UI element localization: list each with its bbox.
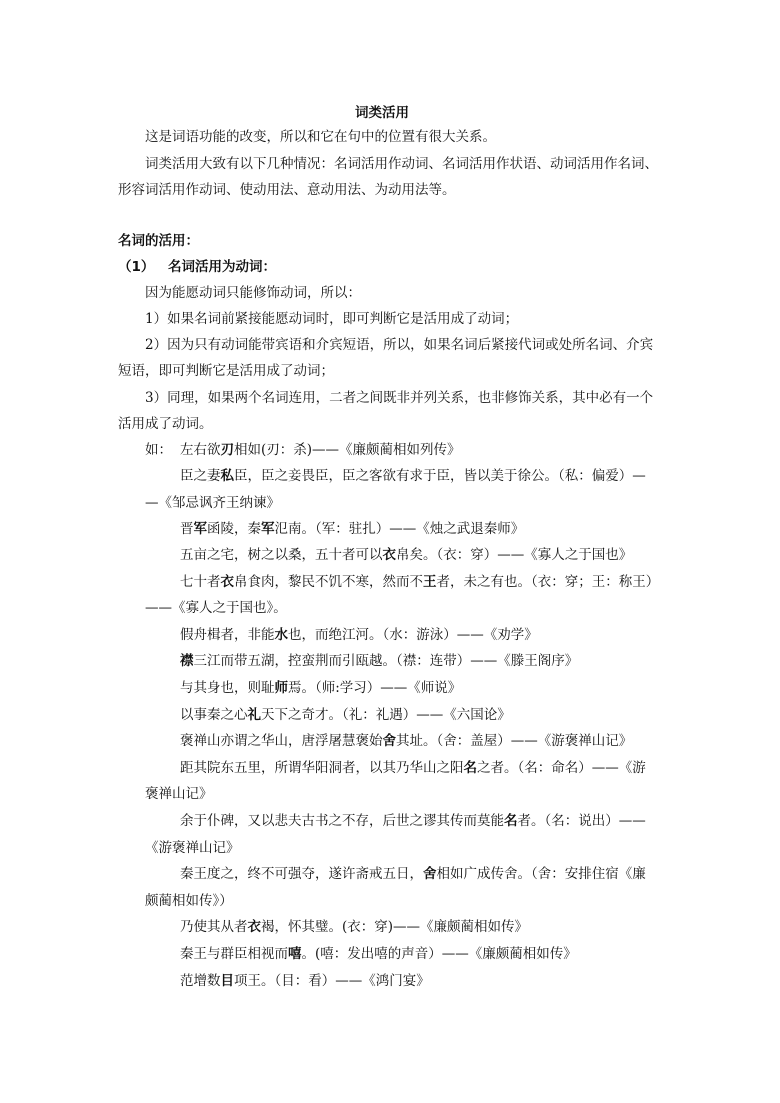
rule-1: 1）如果名词前紧接能愿动词时，即可判断它是活用成了动词； bbox=[145, 311, 519, 327]
rule-2-line-1: 2）因为只有动词能带宾语和介宾短语，所以，如果名词后紧接代词或处所名词、介宾 bbox=[145, 337, 654, 353]
example-5: 七十者衣帛食肉，黎民不饥不寒，然而不王者，未之有也。（衣：穿；王：称王） bbox=[180, 574, 660, 590]
intro-paragraph-2-line-2: 形容词活用作动词、使动用法、意动用法、为动用法等。 bbox=[118, 182, 456, 198]
example-4: 五亩之宅，树之以桑，五十者可以衣帛矣。（衣：穿）——《寡人之于国也》 bbox=[180, 547, 633, 563]
example-1: 左右欲刃相如(刃：杀)——《廉颇蔺相如列传》 bbox=[180, 442, 461, 458]
subsection-heading: 名词活用为动词： bbox=[168, 259, 276, 275]
intro-paragraph-2-line-1: 词类活用大致有以下几种情况：名词活用作动词、名词活用作状语、动词活用作名词、 bbox=[145, 156, 658, 172]
example-11-cont: 褒禅山记》 bbox=[145, 786, 213, 802]
rule-2-line-2: 短语，即可判断它是活用成了动词； bbox=[118, 363, 334, 379]
example-10: 褒禅山亦谓之华山，唐浮屠慧褒始舍其址。（舍：盖屋）——《游褒禅山记》 bbox=[180, 733, 633, 749]
page-title: 词类活用 bbox=[355, 105, 409, 121]
rule-intro: 因为能愿动词只能修饰动词，所以： bbox=[145, 285, 361, 301]
example-16: 范增数目项王。（目：看）——《鸿门宴》 bbox=[180, 973, 430, 989]
example-12-cont: 《游褒禅山记》 bbox=[145, 840, 240, 856]
example-15: 秦王与群臣相视而嘻。(嘻：发出嘻的声音）——《廉颇蔺相如传》 bbox=[180, 946, 577, 962]
example-5-cont: ——《寡人之于国也》。 bbox=[145, 600, 287, 616]
section-heading: 名词的活用： bbox=[118, 233, 199, 249]
example-9: 以事秦之心礼天下之奇才。（礼：礼遇）——《六国论》 bbox=[180, 707, 511, 723]
example-8: 与其身也，则耻师焉。（师:学习）——《师说》 bbox=[180, 680, 462, 696]
example-label: 如： bbox=[145, 442, 172, 458]
subsection-number: （1） bbox=[118, 259, 155, 275]
example-6: 假舟楫者，非能水也，而绝江河。（水：游泳）——《劝学》 bbox=[180, 627, 538, 643]
example-7: 襟三江而带五湖，控蛮荆而引瓯越。（襟：连带）——《滕王阁序》 bbox=[180, 653, 579, 669]
rule-3-line-2: 活用成了动词。 bbox=[118, 416, 213, 432]
example-2-cont: —《邹忌讽齐王纳谏》 bbox=[145, 495, 280, 511]
example-3: 晋军函陵，秦军氾南。（军：驻扎）——《烛之武退秦师》 bbox=[180, 521, 525, 537]
example-11: 距其院东五里，所谓华阳洞者，以其乃华山之阳名之者。（名：命名）——《游 bbox=[180, 760, 646, 776]
example-13: 秦王度之，终不可强夺，遂许斋戒五日，舍相如广成传舍。（舍：安排住宿《廉 bbox=[180, 866, 646, 882]
intro-paragraph-1: 这是词语功能的改变，所以和它在句中的位置有很大关系。 bbox=[145, 129, 496, 145]
example-13-cont: 颇蔺相如传》） bbox=[145, 893, 233, 909]
example-12: 余于仆碑，又以悲夫古书之不存，后世之谬其传而莫能名者。（名：说出）—— bbox=[180, 813, 646, 829]
example-14: 乃使其从者衣褐，怀其璧。(衣：穿)——《廉颇蔺相如传》 bbox=[180, 919, 529, 935]
example-2: 臣之妻私臣，臣之妾畏臣，臣之客欲有求于臣，皆以美于徐公。（私：偏爱）— bbox=[180, 468, 646, 484]
rule-3-line-1: 3）同理，如果两个名词连用，二者之间既非并列关系，也非修饰关系，其中必有一个 bbox=[145, 390, 654, 406]
